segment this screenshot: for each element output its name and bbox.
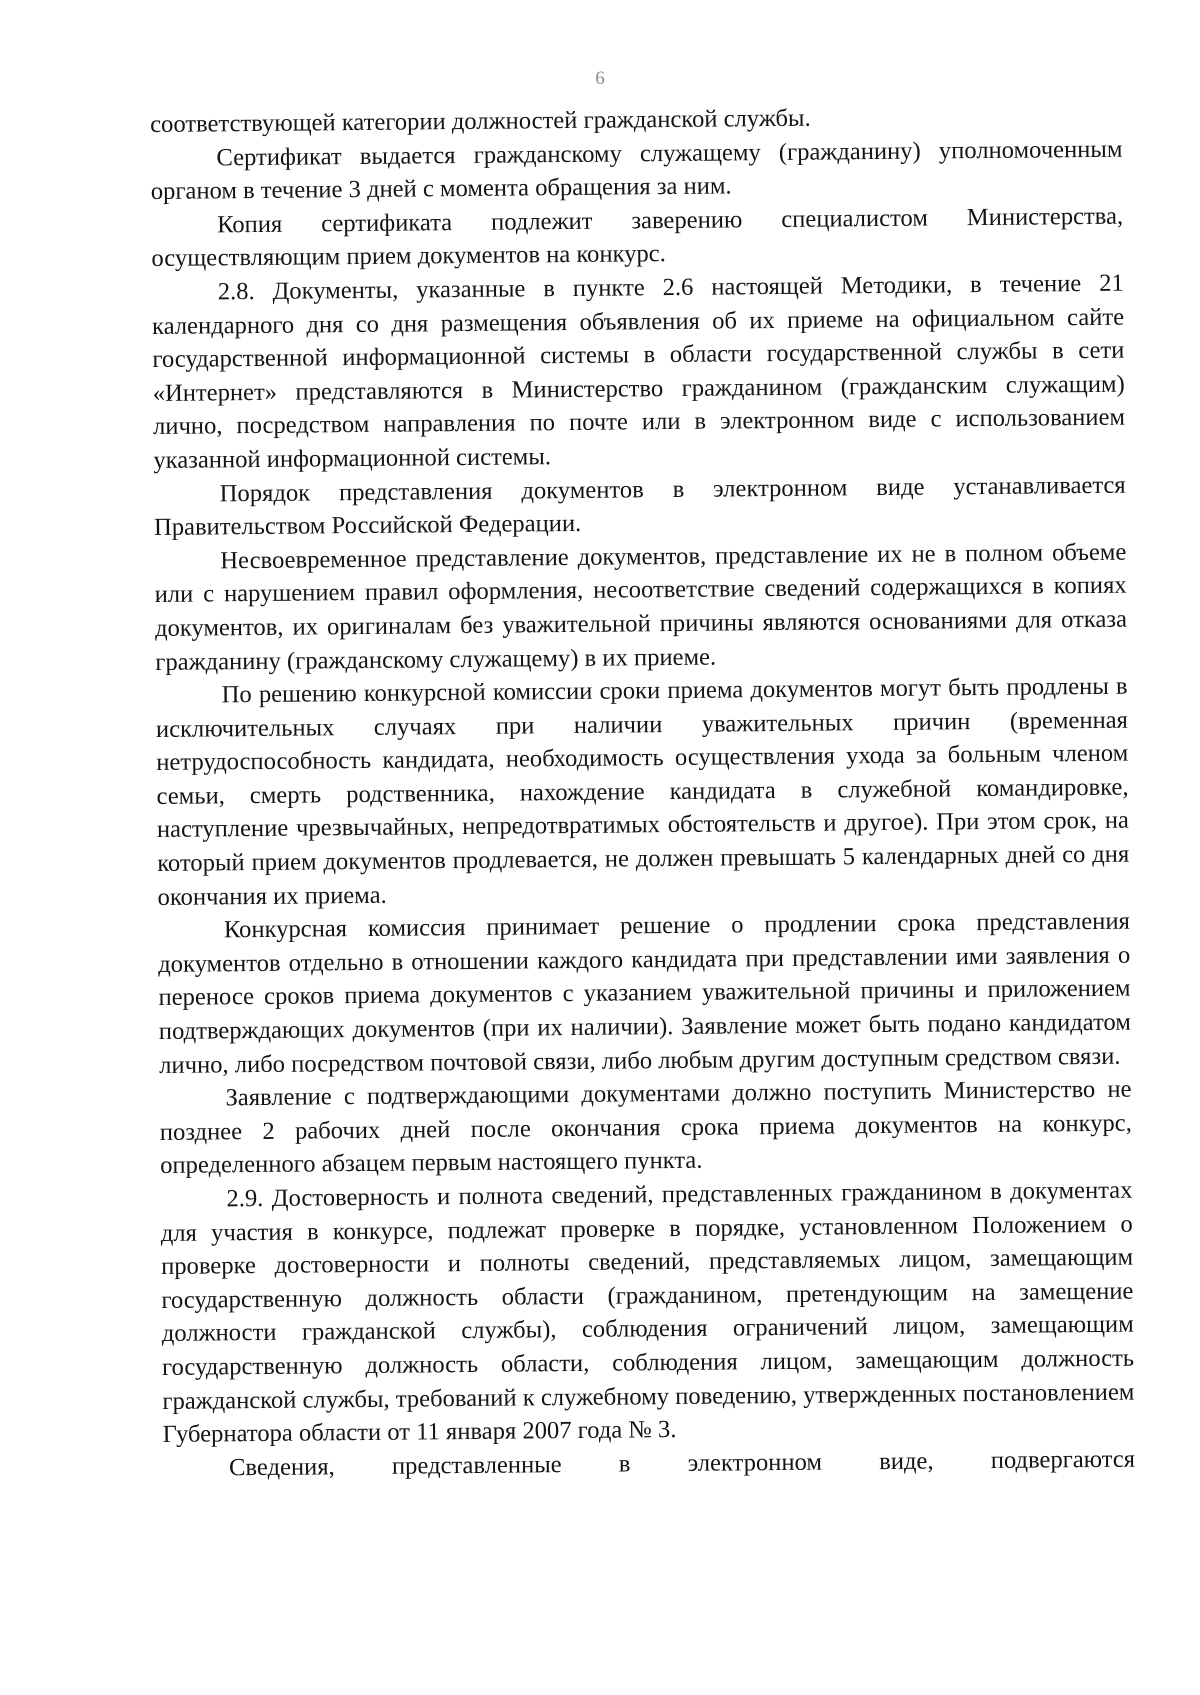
paragraph-deadline-extension: По решению конкурсной комиссии сроки приема документов могут быть продлены в исключительных случаях при наличии уважительных причин (временная нетрудоспособность кандидата, необходимость осуществления ухода за больным членом семьи, смерть родственника, нахождение кандидата в служебной командировке, наступление чрезвычайных, непредотвратимых обстоятельств и другое). При этом срок, на который прием документов продлевается, не должен превышать 5 календарных дней со дня окончания их приема. xyxy=(155,672,1130,911)
paragraph-continuation: соответствующей категории должностей гражданской службы. xyxy=(150,104,811,138)
paragraph-certificate-copy: Копия сертификата подлежит заверению специалистом Министерства, осуществляющим прием документов на конкурс. xyxy=(151,202,1124,273)
paragraph-2-9: 2.9. Достоверность и полнота сведений, представленных гражданином в документах для участия в конкурсе, подлежат проверке в порядке, установленном Положением о проверке достоверности и полноты сведений, представляемых лицом, замещающим государственную должность области (гражданином, претендующим на замещение должности гражданской службы), соблюдения ограничений лицом, замещающим государственную должность области, соблюдения лицом, замещающим должность гражданской службы, требований к служебному поведению, утвержденных постановлением Губернатора области от 11 января 2007 года № 3. xyxy=(160,1176,1135,1449)
page-number: 6 xyxy=(595,68,605,89)
paragraph-commission-decision: Конкурсная комиссия принимает решение о продлении срока представления документов отдельно в отношении каждого кандидата при представлении ими заявления о переносе сроков приема документов с указанием уважительной причины и приложением подтверждающих документов (при их наличии). Заявление может быть подано кандидатом лично, либо посредством почтовой связи, либо любым другим доступным средством связи. xyxy=(158,907,1131,1079)
paragraph-certificate-issue: Сертификат выдается гражданскому служащему (гражданину) уполномоченным органом в течение 3 дней с момента обращения за ним. xyxy=(150,135,1123,206)
paragraph-electronic-procedure: Порядок представления документов в электронном виде устанавливается Правительством Российской Федерации. xyxy=(153,471,1126,542)
document-body xyxy=(150,99,1135,1486)
paragraph-electronic-verification: Сведения, представленные в электронном виде, подвергаются xyxy=(228,1445,1136,1482)
paragraph-refusal-grounds: Несвоевременное представление документов, представление их не в полном объеме или с нарушением правил оформления, несоответствие сведений содержащихся в копиях документов, их оригиналам без уважительной причины являются основаниями для отказа гражданину (гражданскому служащему) в их приеме. xyxy=(154,538,1128,676)
paragraph-2-8: 2.8. Документы, указанные в пункте 2.6 настоящей Методики, в течение 21 календарного дня со дня размещения объявления об их приеме на официальном сайте государственной информационной системы в области государственной службы в сети «Интернет» представляются в Министерство гражданином (гражданским служащим) лично, посредством направления по почте или в электронном виде с использованием указанной информационной системы. xyxy=(151,269,1126,474)
paragraph-application-deadline: Заявление с подтверждающими документами должно поступить Министерство не позднее 2 рабочих дней после окончания срока приема документов на конкурс, определенного абзацем первым настоящего пункта. xyxy=(159,1075,1132,1180)
